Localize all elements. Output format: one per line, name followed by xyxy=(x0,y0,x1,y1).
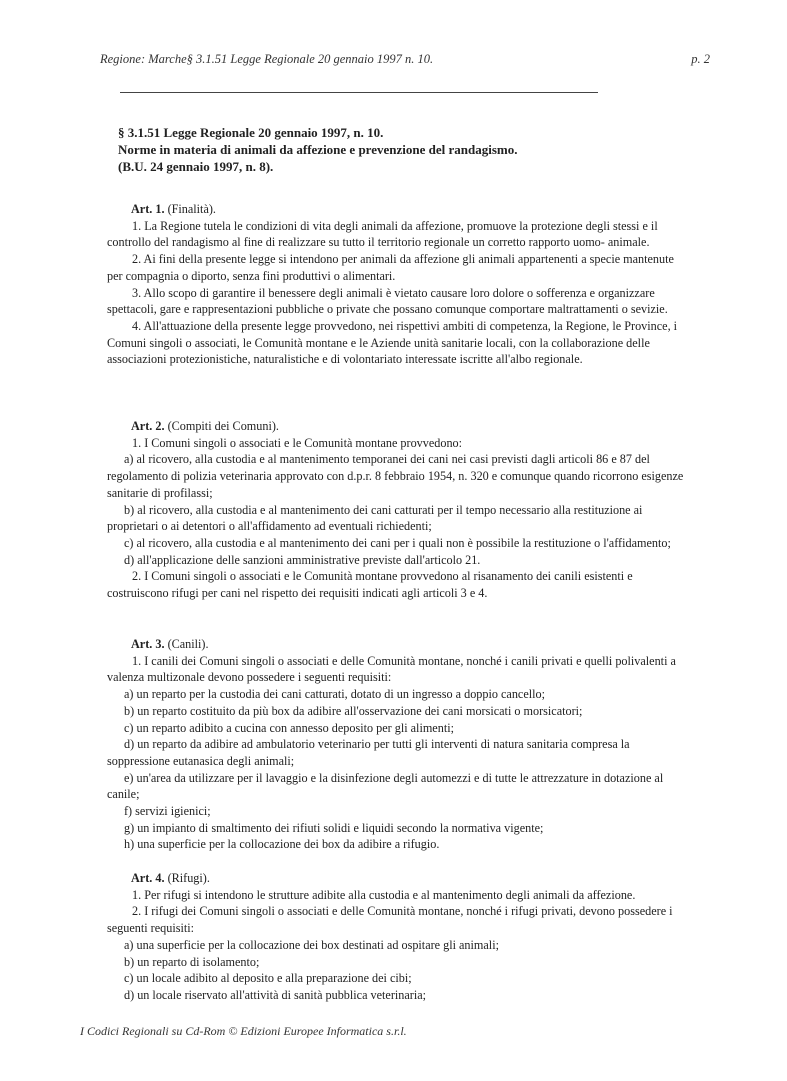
law-bulletin: (B.U. 24 gennaio 1997, n. 8). xyxy=(118,159,274,174)
paragraph: 1. I Comuni singoli o associati e le Comunità montane provvedono: xyxy=(132,435,463,450)
header-source: Regione: Marche§ 3.1.51 Legge Regionale 20 gennaio 1997 n. 10. xyxy=(100,52,434,66)
article-2 xyxy=(107,418,692,602)
list-item: g) un impianto di smaltimento dei rifiuti solidi e liquidi secondo la normativa vigente; xyxy=(124,820,544,835)
law-title-block xyxy=(118,124,678,175)
list-item: d) un reparto da adibire ad ambulatorio veterinario per tutti gli interventi di natura sanitaria compresa la soppressione eutanasica degli animali; xyxy=(107,737,630,768)
list-item: c) al ricovero, alla custodia e al mantenimento dei cani per i quali non è possibile la restituzione o l'affidamento; xyxy=(124,535,671,550)
list-item: e) un'area da utilizzare per il lavaggio e la disinfezione degli automezzi e di tutte le attrezzature in dotazione al canile; xyxy=(107,770,664,802)
header-divider xyxy=(120,92,598,93)
page-header xyxy=(100,52,710,70)
article-4 xyxy=(107,870,692,1004)
list-item: b) un reparto di isolamento; xyxy=(124,954,260,969)
paragraph: 3. Allo scopo di garantire il benessere degli animali è vietato causare loro dolore o sofferenza e organizzare spettacoli, gare e rappresentazioni pubbliche o private che possano comunque comportare maltrattamenti o sevizie. xyxy=(107,285,668,317)
paragraph: 1. Per rifugi si intendono le strutture adibite alla custodia e al mantenimento degli animali da affezione. xyxy=(132,887,636,902)
list-item: h) una superficie per la collocazione dei box da adibire a rifugio. xyxy=(124,837,440,852)
article-title xyxy=(107,636,692,653)
list-item: c) un reparto adibito a cucina con annesso deposito per gli alimenti; xyxy=(124,720,454,735)
list-item: c) un locale adibito al deposito e alla preparazione dei cibi; xyxy=(124,971,412,986)
paragraph: 1. I canili dei Comuni singoli o associati e delle Comunità montane, nonché i canili privati e quelli polivalenti a valenza multizonale devono possedere i seguenti requisiti: xyxy=(107,653,676,685)
article-title xyxy=(107,870,692,887)
article-heading: (Rifugi). xyxy=(167,871,210,885)
article-label: Art. 1. xyxy=(131,202,165,216)
list-item: b) al ricovero, alla custodia e al mantenimento dei cani catturati per il tempo necessario alla restituzione ai proprietari o ai detentori o all'affidamento ad eventuali richiedenti; xyxy=(107,502,643,534)
page-footer: I Codici Regionali su Cd-Rom © Edizioni Europee Informatica s.r.l. xyxy=(80,1024,407,1038)
list-item: a) un reparto per la custodia dei cani catturati, dotato di un ingresso a doppio cancello; xyxy=(124,687,545,702)
list-item: d) un locale riservato all'attività di sanità pubblica veterinaria; xyxy=(124,987,427,1002)
paragraph: 2. Ai fini della presente legge si intendono per animali da affezione gli animali appartenenti a specie mantenute per compagnia o diporto, senza fini produttivi o alimentari. xyxy=(107,252,674,283)
article-heading: (Compiti dei Comuni). xyxy=(167,419,279,433)
list-item: a) una superficie per la collocazione dei box destinati ad ospitare gli animali; xyxy=(124,937,499,952)
article-3 xyxy=(107,636,692,853)
article-label: Art. 4. xyxy=(131,871,165,885)
article-title xyxy=(107,418,692,435)
paragraph: 4. All'attuazione della presente legge provvedono, nei rispettivi ambiti di competenza, la Regione, le Province, i Comuni singoli o associati, le Comunità montane e le Aziende unità sanitarie locali, con la collaborazione delle associazioni protezionistiche, naturalistiche e di volontariato interessate iscritte all'albo regionale. xyxy=(107,318,678,367)
law-reference: § 3.1.51 Legge Regionale 20 gennaio 1997, n. 10. xyxy=(118,125,384,140)
paragraph: 1. La Regione tutela le condizioni di vita degli animali da affezione, promuove la protezione degli stessi e il controllo del randagismo al fine di realizzare su tutto il territorio regionale un corretto rapporto uomo- animale. xyxy=(107,218,658,250)
article-heading: (Finalità). xyxy=(167,202,216,216)
list-item: a) al ricovero, alla custodia e al mantenimento temporanei dei cani nei casi previsti dagli articoli 86 e 87 del regolamento di polizia veterinaria approvato con d.p.r. 8 febbraio 1954, n. 320 e comunque quando ricorrono esigenze sanitarie di profilassi; xyxy=(107,452,684,500)
article-label: Art. 2. xyxy=(131,419,165,433)
paragraph: 2. I rifugi dei Comuni singoli o associati e delle Comunità montane, nonché i rifugi privati, devono possedere i seguenti requisiti: xyxy=(107,904,673,936)
list-item: f) servizi igienici; xyxy=(124,804,211,819)
list-item: d) all'applicazione delle sanzioni amministrative previste dall'articolo 21. xyxy=(124,552,481,567)
page-number: p. 2 xyxy=(691,52,710,66)
paragraph: 2. I Comuni singoli o associati e le Comunità montane provvedono al risanamento dei canili esistenti e costruiscono rifugi per cani nel rispetto dei requisiti indicati agli articoli 3 e 4. xyxy=(107,569,633,601)
article-label: Art. 3. xyxy=(131,637,165,651)
article-heading: (Canili). xyxy=(167,637,209,651)
article-title xyxy=(107,201,692,218)
article-1 xyxy=(107,201,692,368)
law-subject: Norme in materia di animali da affezione e prevenzione del randagismo. xyxy=(118,142,518,157)
list-item: b) un reparto costituito da più box da adibire all'osservazione dei cani morsicati o morsicatori; xyxy=(124,703,583,718)
